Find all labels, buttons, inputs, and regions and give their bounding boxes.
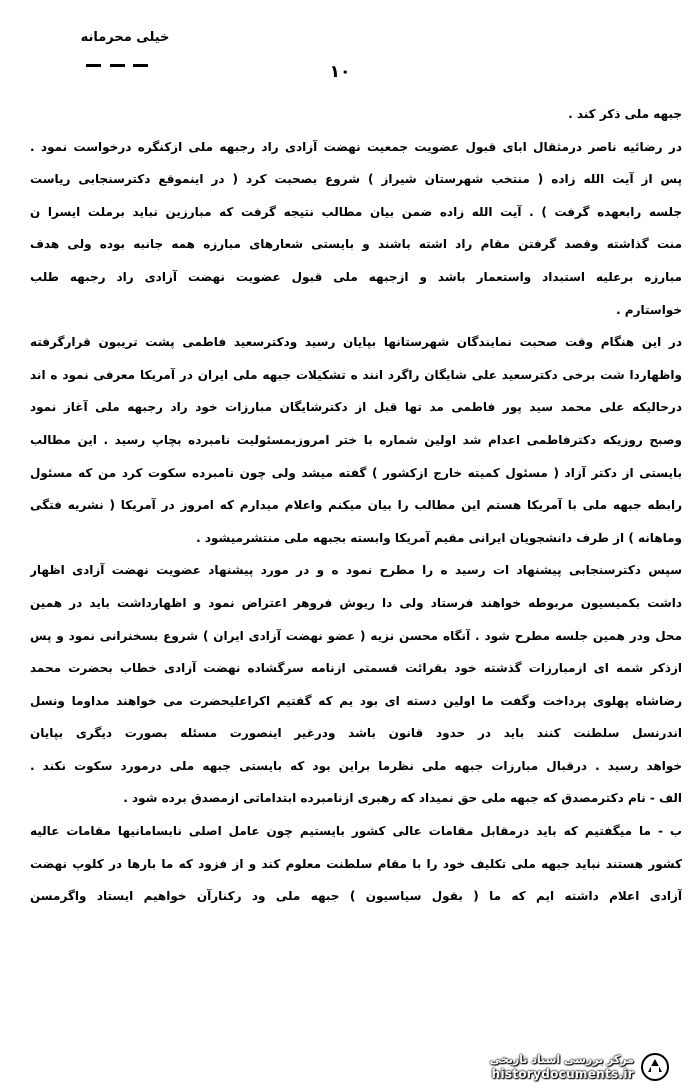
archive-seal-icon <box>640 1052 670 1082</box>
text-line: واظهاردا شت برخی دکترسعید علی شایگان راگرد انند ه تشکیلات جبهه ملی ایران در آمریکا معرفی نمود ه اند <box>30 367 682 382</box>
classification-label: خیلی محرمانه <box>80 30 170 45</box>
text-line: محل ودر همین جلسه مطرح شود . آنگاه محسن نزیه ( عضو نهضت آزادی ایران ) شروع بسخنرانی نمود و پس <box>30 628 682 643</box>
text-line: الف - نام دکترمصدق که جبهه ملی حق نمیداد که رهبری ازنامبرده ابتداماتی ازمصدق برده شود . <box>123 791 682 806</box>
text-line: درحالیکه علی محمد سید پور فاطمی مد تها قبل از دکترشایگان مبارزات خود راد رجبهه ملی آغاز نمود <box>30 400 682 415</box>
text-line: مبارزه برعلیه استبداد واستعمار باشد و ازجبهه ملی قبول عضویت نهضت آزادی راد رجبهه طلب <box>30 269 682 284</box>
text-line: جبهه ملی ذکر کند . <box>568 107 682 121</box>
text-line: رابطه جبهه ملی با آمریکا هستم این مطالب را بیان میکنم واعلام میدارم که امروز در آمریکا ( نشریه فتگی <box>30 498 682 513</box>
text-line: داشت بکمیسیون مربوطه خواهند فرستاد ولی دا ریوش فروهر اعتراض نمود و اظهارداشت باید در همین <box>30 595 682 610</box>
document-body <box>30 98 682 913</box>
watermark <box>370 1050 670 1084</box>
text-line: منت گذاشته وقصد گرفتن مقام راد اشته باشند و بایستی شعارهای مبارزه همه جانبه بوده ولی هدف <box>30 237 682 252</box>
text-line: در رضائیه ناصر درمثقال ابای قبول عضویت جمعیت نهضت آزادی راد رجبهه ملی ازکنگره درخواست نمود . <box>30 139 682 154</box>
dash <box>133 64 148 67</box>
text-line: ب - ما میگفتیم که باید درمقابل مقامات عالی کشور بایستیم چون عامل اصلی نابسامانیها مقامات عالیه <box>30 824 682 839</box>
text-line: اندرنسل سلطنت کنند باید در حدود قانون باشد ودرغیر اینصورت مسئله بصورت دیگری بپایان <box>30 726 682 741</box>
text-line: در این هنگام وقت صحبت نمایندگان شهرستانها بپایان رسید ودکترسعید فاطمی پشت تریبون قرارگرفته <box>30 335 682 350</box>
text-line: سپس دکترسنجابی پیشنهاد ات رسید ه را مطرح نمود ه و در مورد پیشنهاد عضویت نهضت آزادی اظهار <box>30 563 682 578</box>
text-line: کشور هستند نباید جبهه ملی تکلیف خود را با مقام سلطنت معلوم کند و از فزود که ما بارها در کلوپ نهضت <box>30 856 682 871</box>
text-line: خواستارم . <box>616 302 682 317</box>
page-number: ۱۰ <box>329 62 351 82</box>
text-line: رضاشاه پهلوی پرداخت وگفت ما اولین دسته ای بود یم که گفتیم اکراعلیحضرت می خواهند مداوما ونسل <box>30 693 682 708</box>
text-line: آزادی اعلام داشته ایم که ما ( بقول سیاسیون ) جبهه ملی ود رکنارآن خواهیم ایستاد واگرمسن <box>30 889 682 904</box>
text-line: وصبح روزیکه دکترفاطمی اعدام شد اولین شماره با ختر امروزبمسئولیت نامبرده بچاپ رسید . این مطالب <box>30 432 682 447</box>
text-line: پس از آیت الله زاده ( منتخب شهرستان شیراز ) شروع بصحبت کرد ( در اینموقع دکترسنجابی ریاست <box>30 172 682 187</box>
text-line: خواهد رسید . درقبال مبارزات جبهه ملی نظرما براین بود که بایستی جبهه ملی درمورد سکوت نکند . <box>30 758 682 773</box>
watermark-text <box>490 1053 634 1082</box>
text-line: وماهانه ) از طرف دانشجویان ایرانی مقیم آمریکا وابسته بجبهه ملی منتشرمیشود . <box>196 530 682 545</box>
watermark-text-en: historydocuments.ir <box>491 1066 634 1081</box>
watermark-text-fa: مرکز بررسی اسناد تاریخی <box>489 1052 634 1066</box>
classification-underline <box>86 60 148 70</box>
dash <box>86 64 101 67</box>
text-line: بایستی از دکتر آزاد ( مسئول کمیته خارج ازکشور ) گفته میشد ولی چون نامبرده سکوت کرد من که مسئول <box>30 465 682 480</box>
dash <box>110 64 125 67</box>
text-line: ازذکر شمه ای ازمبارزات گذشته خود بقرائت قسمتی ازنامه سرگشاده نهضت آزادی خطاب بحضرت محمد <box>30 661 682 676</box>
text-line: جلسه رابعهده گرفت ) . آیت الله زاده ضمن بیان مطالب نتیجه گرفت که مبارزین نباید برملت ایسرا ن <box>30 204 682 219</box>
